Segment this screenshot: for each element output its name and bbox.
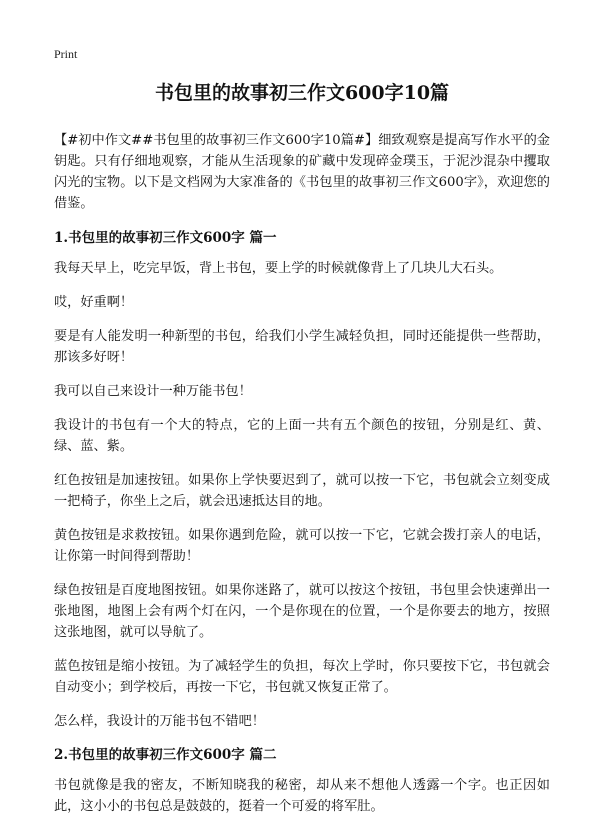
paragraph: 哎，好重啊！ <box>54 295 134 310</box>
paragraph: 红色按钮是加速按钮。如果你上学快要迟到了，就可以按一下它，书包就会立刻变成一把椅子，你坐上之后，就会迅速抵达目的地。 <box>54 473 550 509</box>
paragraph: 要是有人能发明一种新型的书包，给我们小学生减轻负担，同时还能提供一些帮助，那该多好呀！ <box>54 329 550 365</box>
article <box>54 80 550 830</box>
paragraph: 书包就像是我的密友，不断知晓我的秘密，却从来不想他人透露一个字。也正因如此，这小小的书包总是鼓鼓的，挺着一个可爱的将军肚。 <box>54 778 550 814</box>
paragraph: 我可以自己来设计一种万能书包！ <box>54 384 252 399</box>
section-heading: 1.书包里的故事初三作文600字 篇一 <box>54 230 277 246</box>
paragraph: 怎么样，我设计的万能书包不错吧！ <box>54 714 265 729</box>
paragraph: 我每天早上，吃完早饭，背上书包，要上学的时候就像背上了几块儿大石头。 <box>54 261 503 276</box>
paragraph: 绿色按钮是百度地图按钮。如果你迷路了，就可以按这个按钮，书包里会快速弹出一张地图，地图上会有两个灯在闪，一个是你现在的位置，一个是你要去的地方，按照这张地图，就可以导航了。 <box>54 583 550 640</box>
paragraph: 蓝色按钮是缩小按钮。为了减轻学生的负担，每次上学时，你只要按下它，书包就会自动变小；到学校后，再按一下它，书包就又恢复正常了。 <box>54 659 550 695</box>
paragraph: 黄色按钮是求救按钮。如果你遇到危险，就可以按一下它，它就会拨打亲人的电话，让你第一时间得到帮助！ <box>54 528 550 564</box>
article-title: 书包里的故事初三作文600字10篇 <box>154 82 450 104</box>
paragraph: 我设计的书包有一个大的特点，它的上面一共有五个颜色的按钮，分别是红、黄、绿、蓝、紫。 <box>54 418 550 454</box>
print-link[interactable]: Print <box>54 47 78 61</box>
section-1 <box>54 228 550 732</box>
article-intro: 【#初中作文##书包里的故事初三作文600字10篇#】细致观察是提高写作水平的金钥匙。只有仔细地观察，才能从生活现象的矿藏中发现碎金璞玉，于泥沙混杂中攫取闪光的宝物。以下是文档网为大家准备的《书包里的故事初三作文600字》，欢迎您的借鉴。 <box>54 133 550 211</box>
section-2 <box>54 745 550 817</box>
section-heading: 2.书包里的故事初三作文600字 篇二 <box>54 747 277 763</box>
